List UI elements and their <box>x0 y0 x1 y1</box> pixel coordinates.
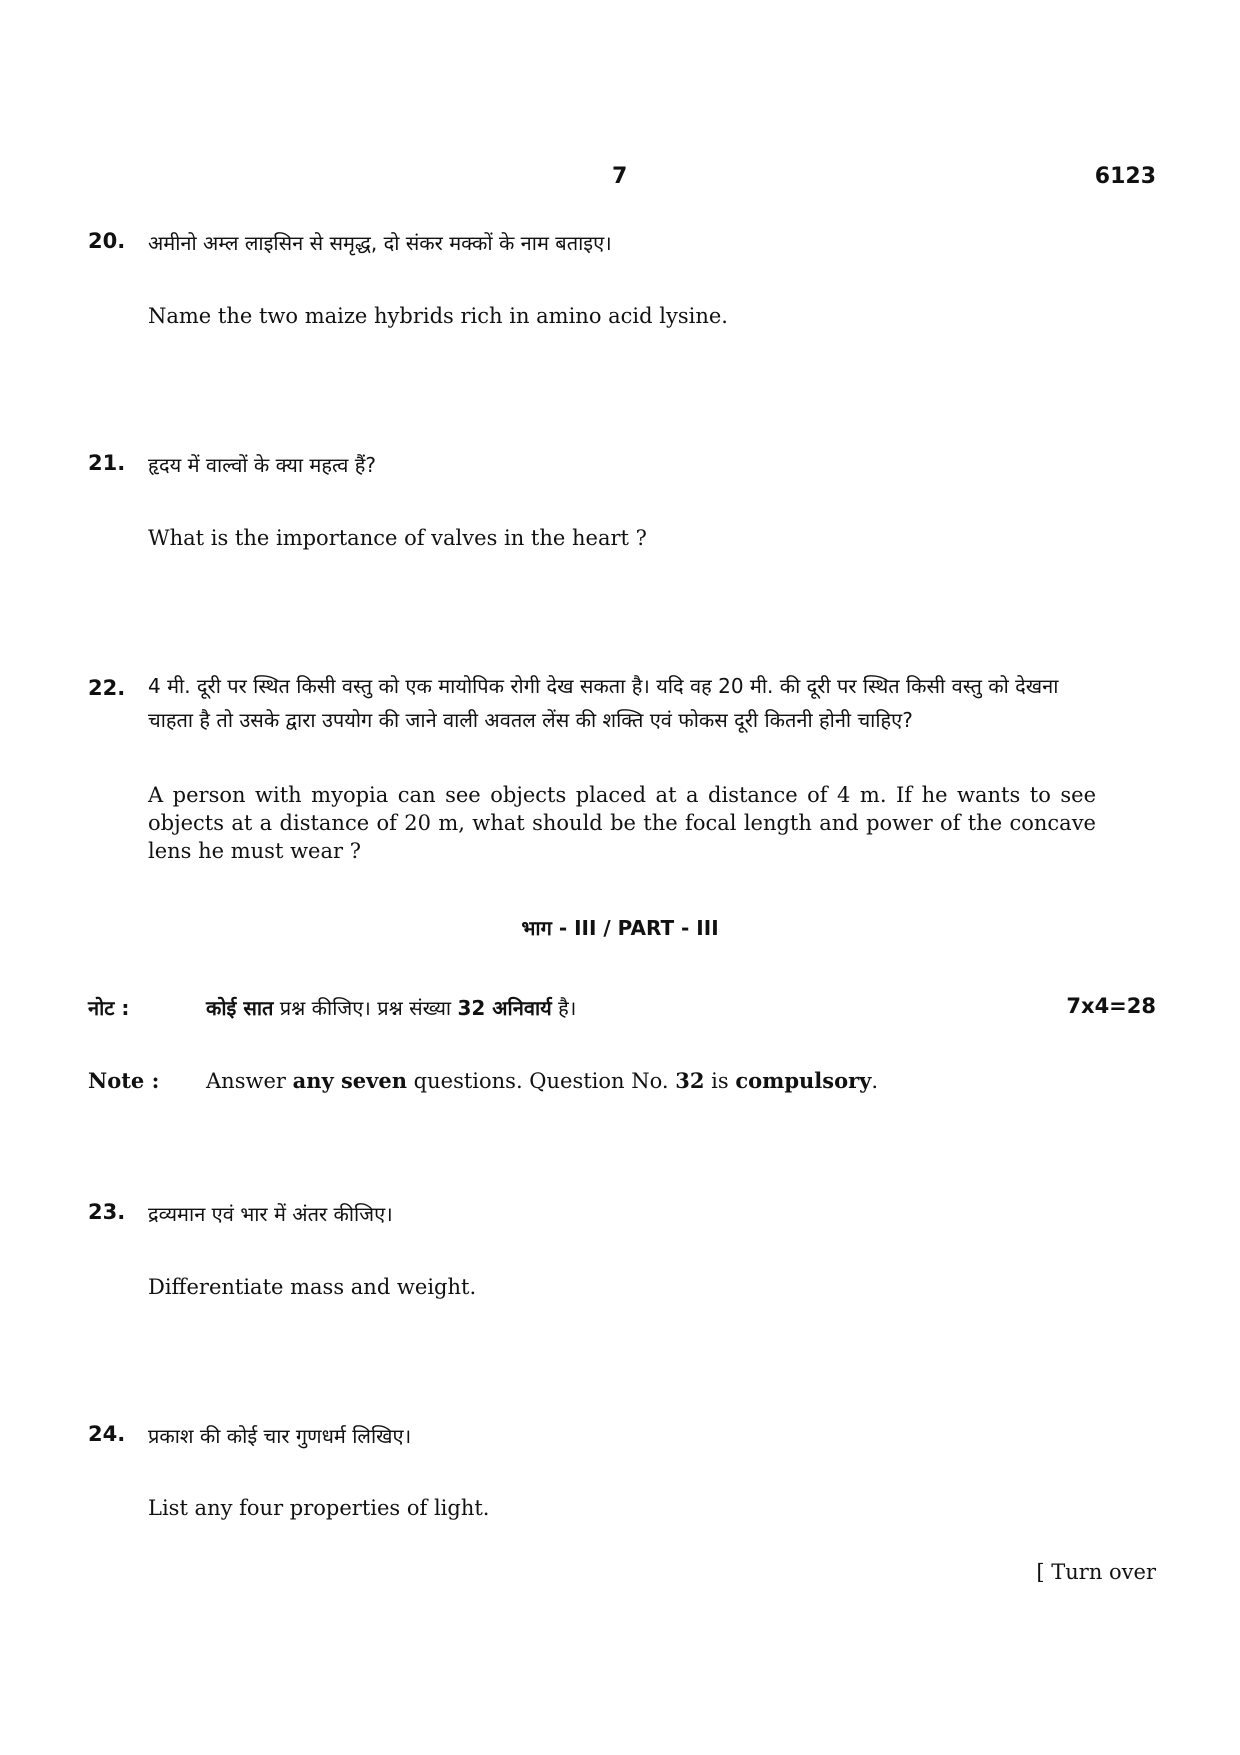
question-23-hindi: द्रव्यमान एवं भार में अंतर कीजिए। <box>148 1202 393 1226</box>
note-english-text-1: Answer <box>206 1069 293 1093</box>
note-hindi-text-1: प्रश्न कीजिए। प्रश्न संख्या <box>273 996 458 1020</box>
note-english-text-2: questions. Question No. <box>407 1069 676 1093</box>
note-english-label: Note : <box>88 1068 160 1093</box>
question-21-number: 21. <box>88 451 126 475</box>
question-24-number: 24. <box>88 1422 126 1446</box>
note-hindi-text <box>206 994 576 1021</box>
question-21-hindi: हृदय में वाल्वों के क्या महत्व हैं? <box>148 453 377 477</box>
note-hindi-label: नोट : <box>88 996 130 1020</box>
question-20-english: Name the two maize hybrids rich in amino acid lysine. <box>148 304 728 328</box>
turn-over-text: [ Turn over <box>1036 1560 1156 1584</box>
note-english-bold-1: any seven <box>292 1068 407 1093</box>
marks: 7x4=28 <box>1066 994 1156 1018</box>
question-20-hindi: अमीनो अम्ल लाइसिन से समृद्ध, दो संकर मक्कों के नाम बताइए। <box>148 231 612 255</box>
note-hindi-bold-2: 32 अनिवार्य <box>457 996 552 1020</box>
question-23-english: Differentiate mass and weight. <box>148 1275 477 1299</box>
question-23-number: 23. <box>88 1200 126 1224</box>
page-number: 7 <box>612 164 628 189</box>
question-22-number: 22. <box>88 676 126 700</box>
question-21-english: What is the importance of valves in the heart ? <box>148 526 647 550</box>
note-english-text <box>206 1068 878 1093</box>
note-english-bold-2: 32 <box>675 1068 705 1093</box>
paper-code: 6123 <box>1094 164 1156 189</box>
note-english-text-3: is <box>704 1069 736 1093</box>
note-english-bold-3: compulsory <box>735 1068 872 1093</box>
question-20-number: 20. <box>88 229 126 253</box>
question-22-english: A person with myopia can see objects placed at a distance of 4 m. If he wants to see objects at a distance of 20 m, what should be the focal length and power of the concave lens he must wear ? <box>148 783 1096 863</box>
note-hindi-bold-1: कोई सात <box>206 996 274 1020</box>
part-heading: भाग - III / PART - III <box>521 916 719 940</box>
note-english-text-4: . <box>871 1069 879 1093</box>
question-24-hindi: प्रकाश की कोई चार गुणधर्म लिखिए। <box>148 1424 412 1448</box>
question-22-hindi: 4 मी. दूरी पर स्थित किसी वस्तु को एक मायोपिक रोगी देख सकता है। यदि वह 20 मी. की दूरी पर स्थित किसी वस्तु को देखना चाहता है तो उसके द्वारा उपयोग की जाने वाली अवतल लेंस की शक्ति एवं फोकस दूरी कितनी होनी चाहिए? <box>148 674 1059 732</box>
question-24-english: List any four properties of light. <box>148 1496 490 1520</box>
note-hindi-text-2: है। <box>551 996 577 1020</box>
